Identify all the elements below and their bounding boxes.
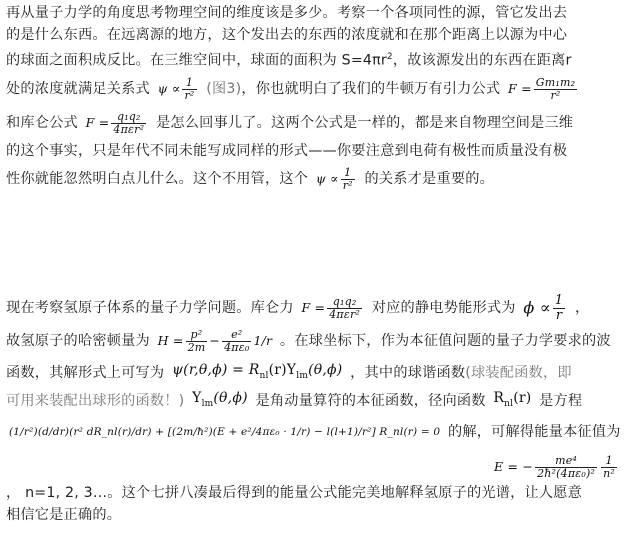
fraction bbox=[327, 296, 362, 321]
text-segment: ，故该源发出的东西在距离r bbox=[392, 52, 572, 69]
formula-part: − bbox=[209, 333, 221, 348]
figure-reference: (图3) bbox=[206, 80, 242, 97]
text-segment: 现在考察氢原子体系的量子力学问题。库仑力 bbox=[6, 300, 294, 316]
text-segment: 。在球坐标下，作为本征值问题的量子力学要求的波 bbox=[279, 333, 611, 349]
text-line bbox=[6, 384, 636, 412]
text-line bbox=[6, 72, 636, 106]
fraction bbox=[182, 77, 196, 102]
text-segment: 处的浓度就满足关系式 bbox=[6, 80, 150, 97]
denominator: 4πε₀ bbox=[224, 341, 250, 354]
subscript: nl bbox=[259, 370, 269, 381]
formula-part: ψ ∝ bbox=[315, 170, 339, 186]
text-line: ， n=1, 2, 3…。这个七拼八凑最后得到的能量公式能完美地解释氢原子的光谱，让人愿意 bbox=[6, 485, 583, 501]
text-line bbox=[6, 412, 636, 452]
text-line bbox=[6, 356, 636, 384]
numerator: q₁q₂ bbox=[327, 296, 362, 309]
numerator: Gm₁m₂ bbox=[535, 75, 576, 89]
subscript: nl bbox=[504, 398, 514, 409]
fraction bbox=[186, 329, 208, 354]
formula-energy-eigenvalue bbox=[494, 452, 619, 482]
formula-part: E = − bbox=[494, 459, 534, 474]
text-line bbox=[6, 326, 636, 356]
text-line: 的这个事实，只是年代不同未能写成同样的形式——你要注意到电荷有极性而质量没有极 bbox=[6, 142, 568, 159]
numerator: me⁴ bbox=[535, 455, 597, 468]
numerator: q₁q₂ bbox=[111, 111, 146, 124]
numerator: 1 bbox=[182, 77, 196, 90]
numerator: p² bbox=[186, 329, 208, 342]
formula-psi-inverse-square bbox=[316, 162, 357, 196]
formula-part: F = bbox=[85, 114, 110, 130]
superscript: 2 bbox=[386, 52, 393, 62]
text-segment: 故氢原子的哈密顿量为 bbox=[6, 333, 150, 349]
formula-gravitation bbox=[508, 72, 579, 106]
formula-radial-equation: (1/r²)(d/dr)(r² dR_nl(r)/dr) + [(2m/ħ²)(E + e²/4πε₀ · 1/r) − l(l+1)/r²] R_nl(r) = 0 bbox=[9, 426, 441, 438]
text-segment: 是怎么回事儿了。这两个公式是一样的，都是来自物理空间是三维 bbox=[155, 114, 574, 131]
text-segment: (球装配函数，即 bbox=[465, 364, 572, 381]
fraction bbox=[222, 329, 251, 354]
denominator: 4πεr² bbox=[329, 308, 361, 321]
formula-part: F = bbox=[301, 300, 326, 315]
fraction bbox=[111, 111, 146, 136]
text-segment: 性你就能忽然明白点儿什么。这个不用管，这个 bbox=[6, 170, 309, 187]
paragraph-hydrogen-atom bbox=[6, 290, 636, 526]
subscript: lm bbox=[296, 370, 309, 381]
formula-coulomb bbox=[86, 106, 149, 140]
paragraph-dimension-argument bbox=[6, 2, 636, 196]
denominator: r bbox=[555, 308, 563, 323]
denominator: r² bbox=[550, 88, 561, 102]
formula-part: Y bbox=[192, 390, 202, 406]
text-line: 相信它是正确的。 bbox=[6, 507, 122, 523]
formula-part: ϕ ∝ bbox=[523, 298, 551, 317]
fraction bbox=[601, 455, 617, 480]
text-line bbox=[6, 106, 636, 140]
fraction bbox=[535, 455, 597, 480]
text-line: 的是什么东西。在远离源的地方，这个发出去的东西的浓度就和在那个距离上以源为中心 bbox=[6, 27, 568, 43]
numerator: 1 bbox=[554, 293, 564, 308]
text-segment: 是方程 bbox=[539, 392, 583, 409]
text-line bbox=[6, 162, 636, 196]
fraction bbox=[341, 167, 355, 192]
text-segment: 和库仑公式 bbox=[6, 114, 78, 131]
formula-part: H = bbox=[157, 333, 184, 348]
numerator: 1 bbox=[341, 167, 355, 180]
text-segment: 的解，可解得能量本征值为 bbox=[447, 424, 621, 440]
formula-part: (r)Y bbox=[268, 362, 297, 378]
denominator: r² bbox=[184, 88, 195, 102]
denominator: 4πεr² bbox=[113, 122, 145, 136]
formula-part: ψ(r,θ,ϕ) = R bbox=[171, 362, 260, 378]
text-segment: 可用来装配出球形的函数！) bbox=[6, 392, 185, 409]
text-segment: 函数，其解形式上可写为 bbox=[6, 364, 165, 381]
text-segment: 是角动量算符的本征函数，径向函数 bbox=[255, 392, 486, 409]
article-page bbox=[6, 0, 636, 546]
formula-part: 1/r bbox=[253, 333, 273, 348]
denominator: n² bbox=[603, 467, 615, 480]
formula-part: F = bbox=[508, 80, 532, 96]
text-segment: 的球面之面积成反比。在三维空间中，球面的面积为 S=4πr bbox=[6, 52, 387, 69]
numerator: 1 bbox=[601, 455, 617, 468]
text-line bbox=[6, 46, 636, 72]
text-segment: ，你也就明白了我们的牛顿万有引力公式 bbox=[241, 80, 501, 97]
subscript: lm bbox=[201, 398, 214, 409]
text-line: 再从量子力学的角度思考物理空间的维度该是多少。考察一个各项同性的源，管它发出去 bbox=[6, 5, 568, 21]
text-segment: 的关系才是重要的。 bbox=[364, 170, 494, 187]
text-line: 现在考察氢原子体系的量子力学问题。库仑力 F = $\frac{\text{q₁q₂}}{\text{4πεr²}}$ 对应的静电势能形式为 ϕ ∝ $\frac{1}{r}$ ， bbox=[6, 290, 636, 326]
formula-part: ψ ∝ bbox=[157, 80, 181, 96]
formula-coulomb-force bbox=[301, 290, 364, 326]
denominator: 2m bbox=[187, 341, 206, 354]
denominator: r² bbox=[342, 178, 353, 192]
text-segment: 对应的静电势能形式为 bbox=[371, 300, 516, 316]
formula-part: (θ,ϕ) bbox=[308, 362, 343, 378]
fraction bbox=[553, 294, 565, 323]
formula-part: (r) bbox=[513, 390, 532, 406]
fraction bbox=[534, 77, 577, 102]
numerator: e² bbox=[222, 329, 251, 342]
formula-psi-inverse-square bbox=[158, 72, 199, 106]
formula-part: (θ,ϕ) bbox=[213, 390, 248, 406]
formula-part: R bbox=[493, 390, 505, 406]
formula-potential bbox=[523, 290, 567, 326]
formula-hamiltonian bbox=[158, 326, 273, 356]
text-segment: ，其中的球谐函数 bbox=[350, 364, 466, 381]
denominator: 2ħ²(4πε₀)² bbox=[537, 467, 596, 480]
text-line bbox=[6, 452, 636, 482]
